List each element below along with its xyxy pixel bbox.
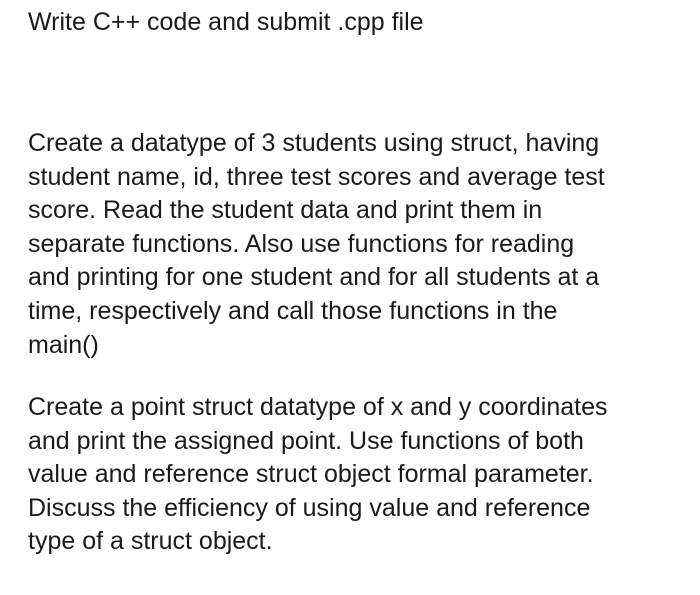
assignment-heading: Write C++ code and submit .cpp file [28, 8, 424, 36]
paragraph-line: and print the assigned point. Use functions of both [28, 426, 584, 455]
paragraph-line: score. Read the student data and print them in [28, 196, 543, 225]
paragraph-line: main() [28, 330, 99, 359]
paragraph-line: separate functions. Also use functions for reading [28, 229, 575, 258]
paragraph-line: Create a point struct datatype of x and y coordinates [28, 393, 608, 421]
student-struct-paragraph [28, 127, 605, 362]
paragraph-line: and printing for one student and for all students at a [28, 263, 600, 292]
paragraph-line: student name, id, three test scores and average test [28, 162, 605, 191]
paragraph-line: type of a struct object. [28, 527, 273, 556]
paragraph-line: Create a datatype of 3 students using struct, having [28, 129, 600, 157]
point-struct-paragraph [28, 391, 608, 559]
paragraph-line: value and reference struct object formal parameter. [28, 460, 594, 489]
paragraph-line: Discuss the efficiency of using value and reference [28, 493, 591, 522]
paragraph-line: time, respectively and call those functions in the [28, 296, 558, 325]
